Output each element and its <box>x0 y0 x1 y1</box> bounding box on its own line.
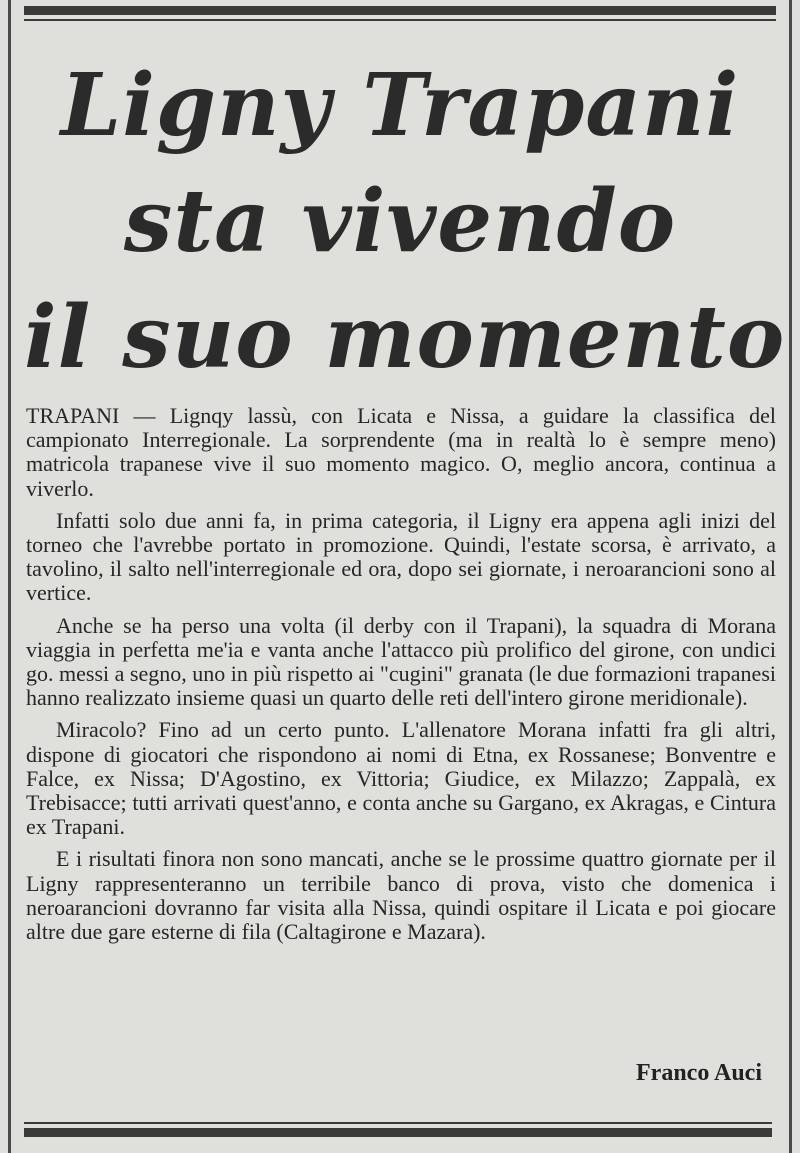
article-paragraph-1: TRAPANI — Lignqy lassù, con Licata e Nissa, a guidare la classifica del campionato Interregionale. La sorprendente (ma in realtà lo è sempre meno) matricola trapanese vive il suo momento magico. O, meglio ancora, continua a viverlo. <box>26 403 776 501</box>
byline: Franco Auci <box>636 1060 762 1086</box>
headline <box>24 48 786 396</box>
article-paragraph-4: Miracolo? Fino ad un certo punto. L'allenatore Morana infatti fra gli altri, dispone di giocatori che rispondono ai nomi di Etna, ex Rossanese; Bonventre e Falce, ex Nissa; D'Agostino, ex Vittoria; Giudice, ex Milazzo; Zappalà, ex Trebisacce; tutti arrivati quest'anno, e conta anche su Gargano, ex Akragas, e Cintura ex Trapani. <box>26 717 776 840</box>
top-rule <box>24 6 776 15</box>
headline-line-1: Ligny Trapani <box>60 55 740 156</box>
article-body <box>26 404 776 952</box>
article-paragraph-5: E i risultati finora non sono mancati, anche se le prossime quattro giornate per il Ligny rappresenteranno un terribile banco di prova, visto che domenica i neroarancioni dovranno far visita alla Nissa, quindi ospitare il Licata e poi giocare altre due gare esterne di fila (Caltagirone e Mazara). <box>26 846 776 945</box>
article-paragraph-2: Infatti solo due anni fa, in prima categoria, il Ligny era appena agli inizi del torneo che l'avrebbe portato in promozione. Quindi, l'estate scorsa, è arrivato, a tavolino, il salto nell'interregionale ed ora, dopo sei giornate, i neroarancioni sono al vertice. <box>26 507 776 606</box>
article-paragraph-3: Anche se ha perso una volta (il derby con il Trapani), la squadra di Morana viaggia in perfetta me'ia e vanta anche l'attacco più prolifico del girone, con undici go. messi a segno, uno in più rispetto ai "cugini" granata (le due formazioni trapanesi hanno realizzato insieme quasi un quarto delle reti dell'intero girone meridionale). <box>26 612 776 711</box>
bottom-thin-rule <box>24 1122 772 1124</box>
headline-line-2: sta vivendo <box>123 171 677 272</box>
top-thin-rule <box>24 19 776 21</box>
headline-line-3: il suo momento <box>24 287 786 388</box>
bottom-rule <box>24 1128 772 1137</box>
right-border-rule <box>789 0 792 1153</box>
left-border-rule <box>8 0 11 1153</box>
